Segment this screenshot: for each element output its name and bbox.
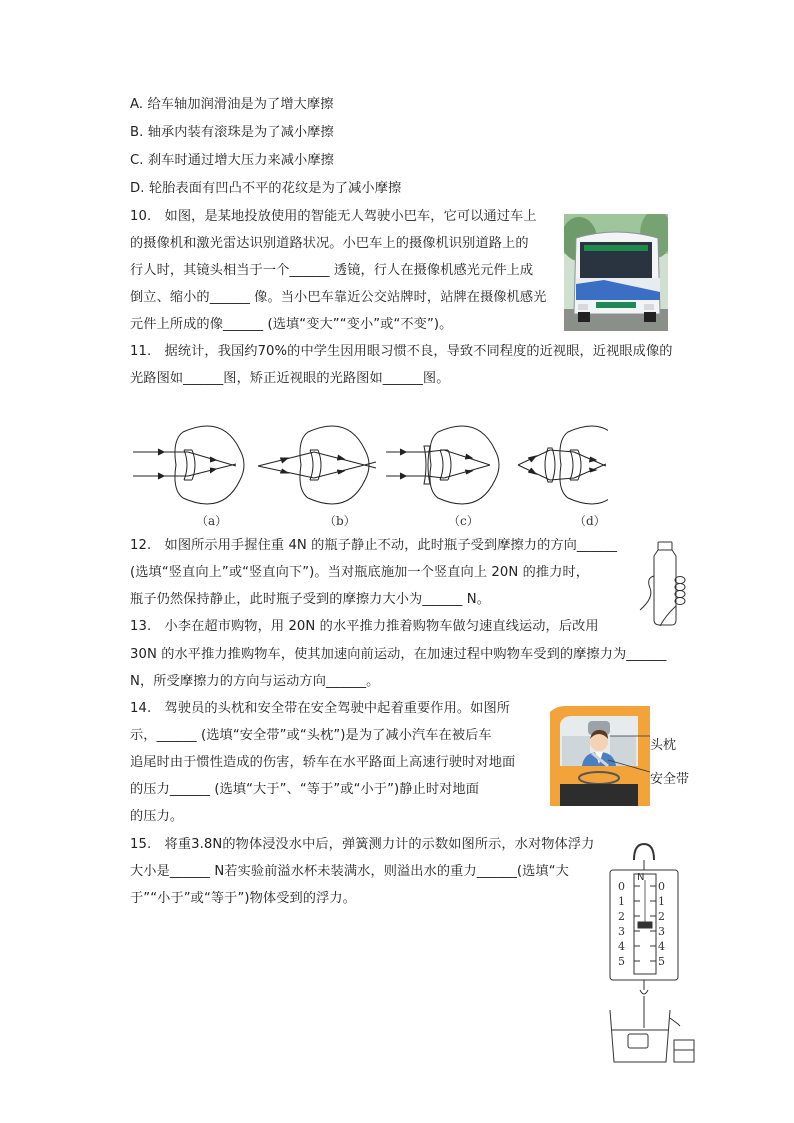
scale-right-1: 1 [658, 895, 665, 908]
eye-label-c: （c） [448, 514, 479, 528]
eye-label-b: （b） [324, 514, 356, 528]
q14-line-5: 的压力。 [130, 809, 184, 824]
scale-right-4: 4 [658, 940, 665, 953]
scale-left-4: 4 [618, 940, 625, 953]
q12-line-1: 12. 如图所示用手握住重 4N 的瓶子静止不动，此时瓶子受到摩擦力的方向______ [130, 538, 618, 553]
scale-right-5: 5 [658, 955, 665, 968]
q10-line-2: 的摄像机和激光雷达识别道路状况。小巴车上的摄像机识别道路上的 [130, 236, 529, 251]
scale-left-3: 3 [618, 925, 625, 938]
q15-line-1: 15. 将重3.8N的物体浸没水中后，弹簧测力计的示数如图所示，水对物体浮力 [130, 837, 595, 852]
q12-line-2: (选填“竖直向上”或“竖直向下”)。当对瓶底施加一个竖直向上 20N 的推力时， [130, 565, 590, 580]
q13-line-1: 13. 小李在超市购物，用 20N 的水平推力推着购物车做匀速直线运动，后改用 [130, 619, 599, 634]
q10-line-1: 10. 如图，是某地投放使用的智能无人驾驶小巴车，它可以通过车上 [130, 209, 537, 224]
scale-right-0: 0 [658, 880, 665, 893]
q10-line-5: 元件上所成的像______ (选填“变大”“变小”或“不变”)。 [130, 317, 453, 332]
bus-photo [564, 214, 668, 331]
eye-diagrams [128, 420, 608, 510]
scale-left-5: 5 [618, 955, 625, 968]
scale-unit-label: N [637, 872, 645, 883]
option-c: C. 刹车时通过增大压力来减小摩擦 [130, 153, 334, 168]
headrest-callout: 头枕 [650, 738, 677, 753]
option-b: B. 轴承内装有滚珠是为了减小摩擦 [130, 125, 334, 140]
scale-left-1: 1 [618, 895, 625, 908]
scale-right-2: 2 [658, 910, 665, 923]
q14-line-1: 14. 驾驶员的头枕和安全带在安全驾驶中起着重要作用。如图所 [130, 701, 511, 716]
q10-line-4: 倒立、缩小的______ 像。当小巴车靠近公交站牌时，站牌在摄像机感光 [130, 290, 547, 305]
option-a: A. 给车轴加润滑油是为了增大摩擦 [130, 97, 334, 112]
q12-line-3: 瓶子仍然保持静止，此时瓶子受到的摩擦力大小为______ N。 [130, 592, 491, 607]
eye-label-d: （d） [574, 514, 606, 528]
q13-line-3: N，所受摩擦力的方向与运动方向______。 [130, 674, 380, 689]
bottle-hand-figure [636, 540, 692, 628]
q15-line-2: 大小是______ N若实验前溢水杯未装满水，则溢出水的重力______(选填“大 [130, 864, 569, 879]
q11-line-2: 光路图如______图，矫正近视眼的光路图如______图。 [130, 371, 450, 386]
q11-line-1: 11. 据统计，我国约70%的中学生因用眼习惯不良，导致不同程度的近视眼，近视眼成像的 [130, 344, 673, 359]
q10-line-3: 行人时，其镜头相当于一个______ 透镜，行人在摄像机感光元件上成 [130, 263, 534, 278]
q14-line-3: 追尾时由于惯性造成的伤害，轿车在水平路面上高速行驶时对地面 [130, 755, 516, 770]
scale-left-0: 0 [618, 880, 625, 893]
option-d: D. 轮胎表面有凹凸不平的花纹是为了减小摩擦 [130, 181, 402, 196]
q13-line-2: 30N 的水平推力推购物车，使其加速向前运动，在加速过程中购物车受到的摩擦力为______ [130, 647, 667, 662]
q14-line-2: 示，______ (选填“安全带”或“头枕”)是为了减小汽车在被后车 [130, 728, 492, 743]
q15-line-3: 于”“小于”或“等于”)物体受到的浮力。 [130, 891, 356, 906]
driver-figure [550, 706, 650, 806]
seatbelt-callout: 安全带 [650, 772, 690, 787]
scale-left-2: 2 [618, 910, 625, 923]
q14-line-4: 的压力______ (选填“大于”、“等于”或“小于”)静止时对地面 [130, 782, 479, 797]
scale-right-3: 3 [658, 925, 665, 938]
eye-label-a: （a） [196, 514, 228, 528]
